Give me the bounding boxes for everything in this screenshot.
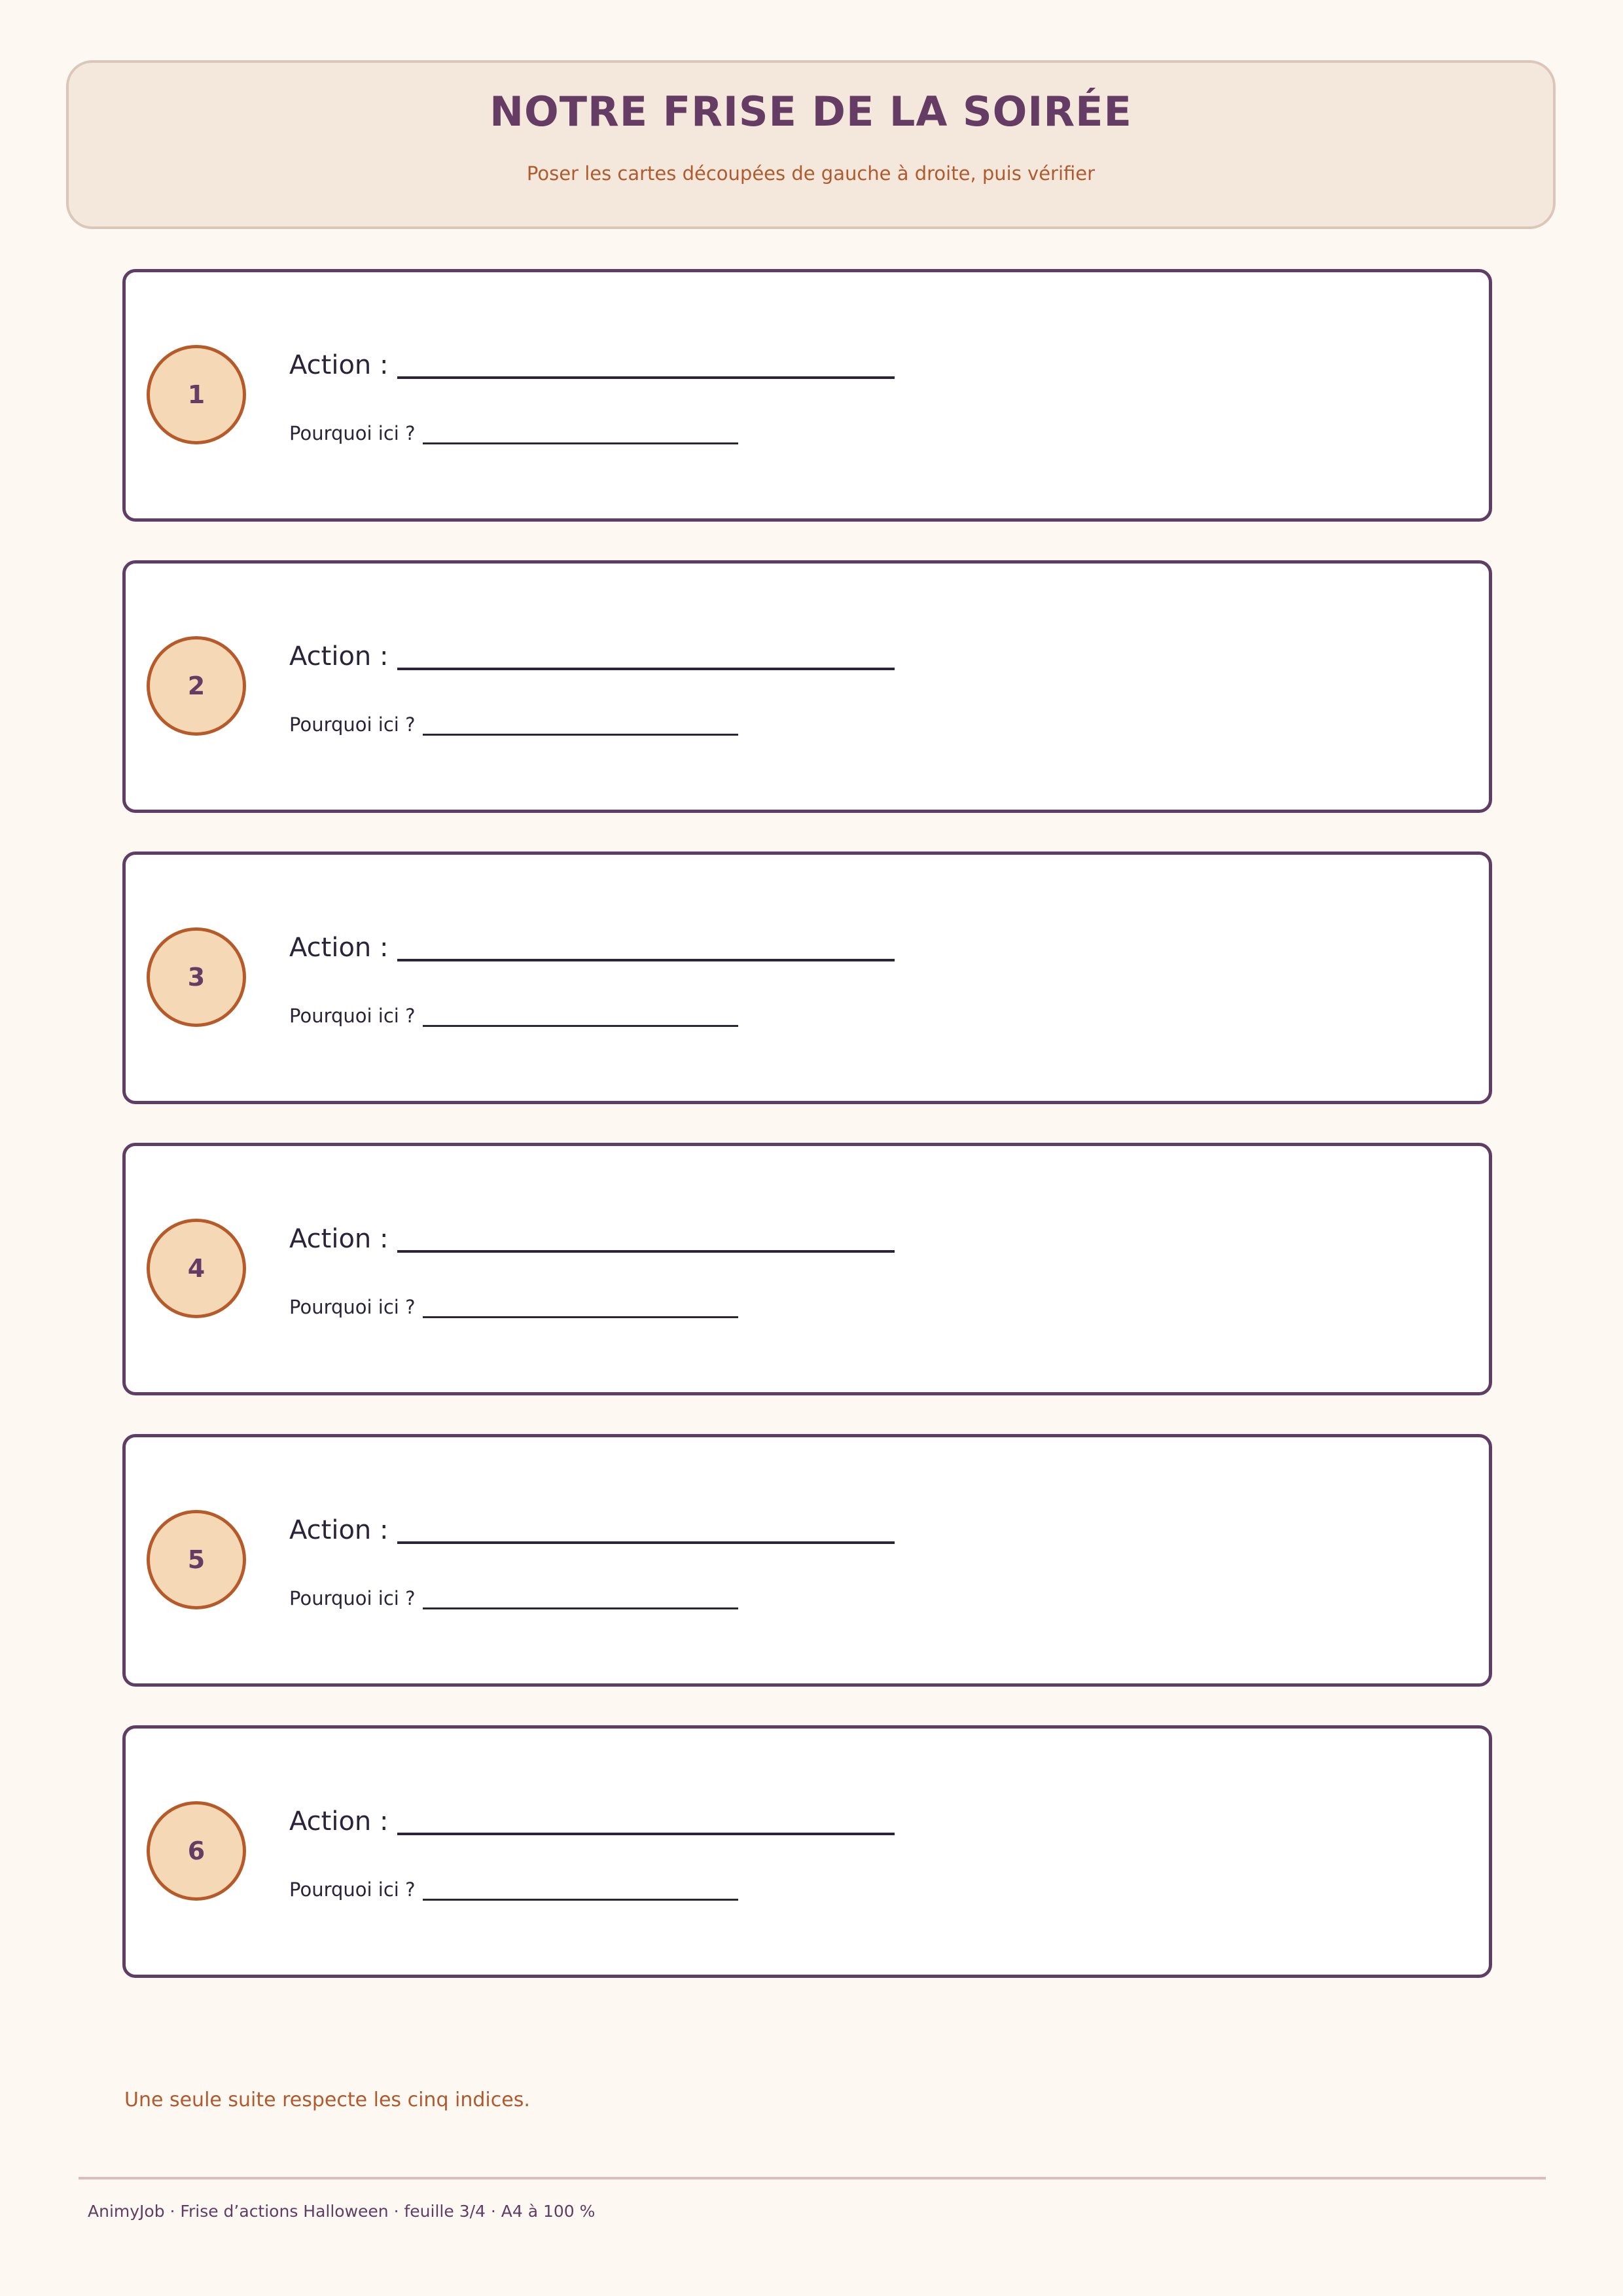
why-row xyxy=(289,1587,738,1609)
action-label: Action : xyxy=(289,350,389,380)
timeline-card xyxy=(122,852,1492,1104)
action-answer-line[interactable] xyxy=(397,1541,895,1544)
why-label: Pourquoi ici ? xyxy=(289,1878,416,1901)
step-number-badge: 1 xyxy=(147,345,246,444)
action-row xyxy=(289,350,895,380)
page-title: NOTRE FRISE DE LA SOIRÉE xyxy=(490,88,1132,135)
action-row xyxy=(289,641,895,672)
why-row xyxy=(289,422,738,444)
why-row xyxy=(289,1005,738,1027)
why-answer-line[interactable] xyxy=(423,734,738,736)
timeline-card xyxy=(122,560,1492,813)
action-row xyxy=(289,1806,895,1837)
why-row xyxy=(289,1296,738,1318)
why-label: Pourquoi ici ? xyxy=(289,1296,416,1318)
why-row xyxy=(289,1878,738,1901)
why-label: Pourquoi ici ? xyxy=(289,1587,416,1609)
action-label: Action : xyxy=(289,933,389,963)
step-number-badge: 5 xyxy=(147,1510,246,1609)
why-label: Pourquoi ici ? xyxy=(289,713,416,736)
step-number-badge: 3 xyxy=(147,927,246,1027)
why-row xyxy=(289,713,738,736)
action-answer-line[interactable] xyxy=(397,668,895,670)
action-label: Action : xyxy=(289,641,389,672)
action-row xyxy=(289,933,895,963)
why-answer-line[interactable] xyxy=(423,1025,738,1027)
why-label: Pourquoi ici ? xyxy=(289,1005,416,1027)
action-label: Action : xyxy=(289,1224,389,1254)
page-header xyxy=(66,60,1556,229)
why-answer-line[interactable] xyxy=(423,442,738,444)
footer-text: AnimyJob · Frise d’actions Halloween · feuille 3/4 · A4 à 100 % xyxy=(88,2202,596,2221)
why-answer-line[interactable] xyxy=(423,1316,738,1318)
action-row xyxy=(289,1515,895,1545)
why-answer-line[interactable] xyxy=(423,1607,738,1609)
action-label: Action : xyxy=(289,1515,389,1545)
timeline-card xyxy=(122,269,1492,522)
timeline-card xyxy=(122,1725,1492,1978)
page-subtitle: Poser les cartes découpées de gauche à droite, puis vérifier xyxy=(526,162,1096,185)
step-number-badge: 2 xyxy=(147,636,246,736)
action-row xyxy=(289,1224,895,1254)
timeline-card xyxy=(122,1434,1492,1687)
why-answer-line[interactable] xyxy=(423,1899,738,1901)
step-number-badge: 4 xyxy=(147,1219,246,1318)
footer-divider xyxy=(79,2177,1546,2179)
timeline-card xyxy=(122,1143,1492,1395)
action-answer-line[interactable] xyxy=(397,376,895,379)
hint-text: Une seule suite respecte les cinq indices. xyxy=(124,2089,530,2111)
why-label: Pourquoi ici ? xyxy=(289,422,416,444)
action-answer-line[interactable] xyxy=(397,1250,895,1253)
action-answer-line[interactable] xyxy=(397,1833,895,1835)
action-label: Action : xyxy=(289,1806,389,1837)
action-answer-line[interactable] xyxy=(397,959,895,961)
step-number-badge: 6 xyxy=(147,1801,246,1901)
